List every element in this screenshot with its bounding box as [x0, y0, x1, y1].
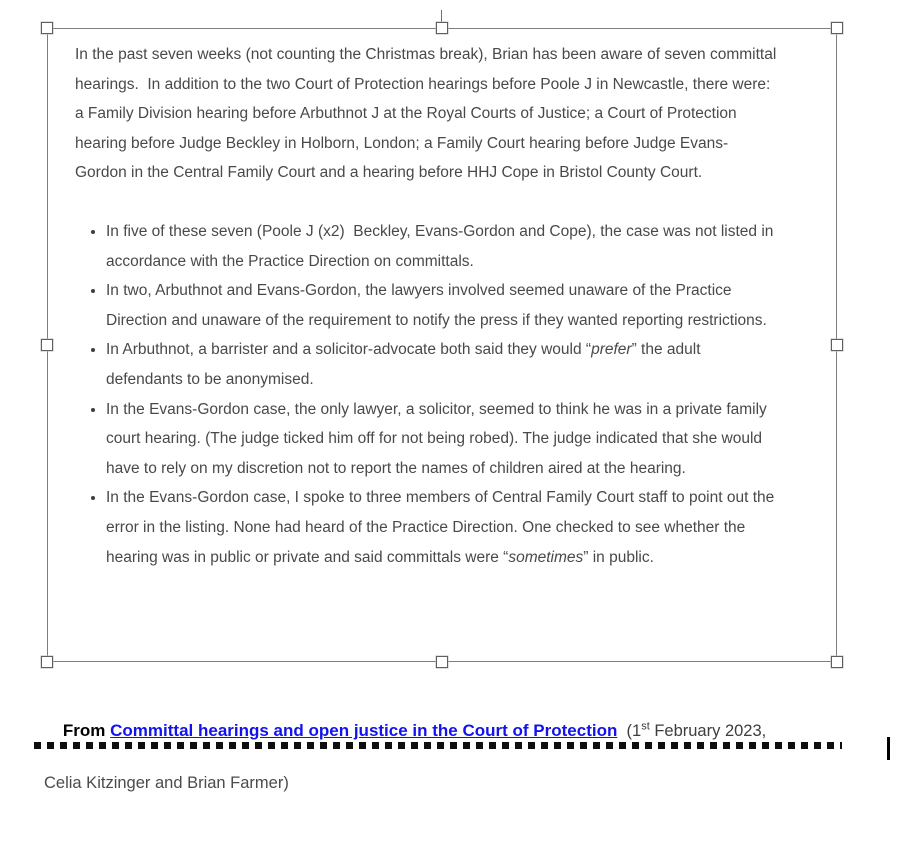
text-caret — [887, 737, 890, 760]
list-item: • In two, Arbuthnot and Evans-Gordon, the lawyers involved seemed unaware of the Practice Direction and unaware of the requirement to notify the press if they wanted reporting restrictions. — [106, 276, 778, 335]
bullet-list — [75, 217, 778, 572]
list-item: • In the Evans-Gordon case, I spoke to three members of Central Family Court staff to point out the error in the listing. None had heard of the Practice Direction. One checked to see whether the hearing was in public or private and said committals were “sometimes” in public. — [106, 483, 778, 572]
intro-paragraph: In the past seven weeks (not counting the Christmas break), Brian has been aware of seven committal hearings. In addition to the two Court of Protection hearings before Poole J in Newcastle, there were: a Family Division hearing before Arbuthnot J at the Royal Courts of Justice; a Court of Protection hearing before Judge Beckley in Holborn, London; a Family Court hearing before Judge Evans-Gordon in the Central Family Court and a hearing before HHJ Cope in Bristol County Court. — [75, 46, 781, 182]
source-attribution — [44, 692, 874, 848]
date-rest: February 2023, — [649, 722, 767, 740]
selection-handle-top-center[interactable] — [436, 22, 448, 34]
selection-handle-top-left[interactable] — [41, 22, 53, 34]
list-item: • In Arbuthnot, a barrister and a solicitor-advocate both said they would “prefer” the adult defendants to be anonymised. — [106, 335, 778, 394]
list-item: • In the Evans-Gordon case, the only lawyer, a solicitor, seemed to think he was in a private family court hearing. (The judge ticked him off for not being robed). The judge indicated that she would have to rely on my discretion not to report the names of children aired at the hearing. — [106, 395, 778, 484]
from-label: From — [62, 721, 111, 740]
selection-handle-middle-right[interactable] — [831, 339, 843, 351]
selection-handle-bottom-left[interactable] — [41, 656, 53, 668]
source-hyperlink[interactable]: Committal hearings and open justice in the Court of Protection — [110, 721, 618, 740]
selection-handle-middle-left[interactable] — [41, 339, 53, 351]
selected-textbox[interactable] — [47, 28, 837, 662]
dashed-divider — [34, 742, 842, 749]
selection-handle-top-right[interactable] — [831, 22, 843, 34]
selection-handle-bottom-right[interactable] — [831, 656, 843, 668]
list-item: • In five of these seven (Poole J (x2) Beckley, Evans-Gordon and Cope), the case was not listed in accordance with the Practice Direction on committals. — [106, 217, 778, 276]
publish-date — [617, 722, 766, 740]
date-open: (1 — [617, 722, 642, 740]
date-ordinal: st — [641, 720, 650, 733]
authors-line: Celia Kitzinger and Brian Farmer) — [44, 774, 289, 792]
selection-handle-bottom-center[interactable] — [436, 656, 448, 668]
textbox-content — [48, 29, 836, 572]
